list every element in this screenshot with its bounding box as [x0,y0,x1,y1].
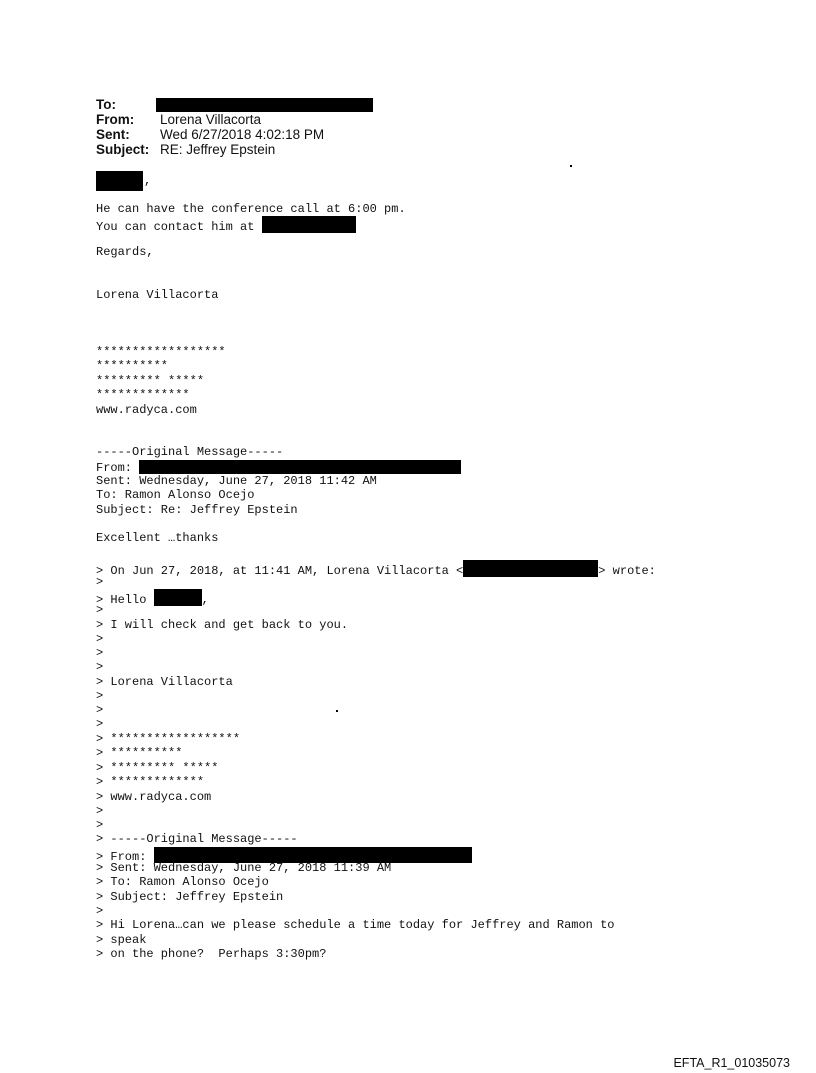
quote-marker: > [96,904,104,918]
quoted-name: > Lorena Villacorta [96,675,233,689]
quoted-on-line: > On Jun 27, 2018, at 11:41 AM, Lorena Villacorta < > wrote: [96,560,656,578]
sent-value: Wed 6/27/2018 4:02:18 PM [160,127,325,142]
sent-label: Sent: [96,127,130,142]
signature-stars-2: ********** [96,359,169,373]
redacted-to-address [156,98,373,112]
quoted-check: > I will check and get back to you. [96,618,349,632]
quoted-subject: > Subject: Jeffrey Epstein [96,890,284,904]
quote-marker: > [96,632,104,646]
redacted-name [154,589,202,606]
original-sent: Sent: Wednesday, June 27, 2018 11:42 AM [96,474,377,488]
original-subject: Subject: Re: Jeffrey Epstein [96,503,298,517]
quote-marker: > [96,703,104,717]
quoted-from: > From: [96,847,472,864]
greeting-comma: , [144,174,152,188]
quoted-stars-4: > ************* [96,775,205,789]
original-message-divider: -----Original Message----- [96,445,284,459]
quote-marker: > [96,804,104,818]
quote-marker: > [96,646,104,660]
quoted-sent: > Sent: Wednesday, June 27, 2018 11:39 AM [96,861,392,875]
quote-marker: > [96,689,104,703]
signature-website: www.radyca.com [96,403,197,417]
quote-marker: > [96,660,104,674]
quoted-hello: > Hello , [96,589,209,607]
quoted-stars-2: > ********** [96,746,183,760]
quoted-request-line-1: > Hi Lorena…can we please schedule a time today for Jeffrey and Ramon to [96,918,615,932]
quoted-website: > www.radyca.com [96,790,212,804]
subject-label: Subject: [96,142,150,157]
stray-mark [570,165,572,167]
quoted-stars-3: > ********* ***** [96,761,219,775]
redacted-from-address [139,460,461,474]
original-to: To: Ramon Alonso Ocejo [96,488,255,502]
signature-name: Lorena Villacorta [96,288,219,302]
quoted-to: > To: Ramon Alonso Ocejo [96,875,269,889]
body-line-2: You can contact him at [96,216,356,234]
redacted-recipient-name [96,171,143,191]
quoted-request-line-2: > speak [96,933,147,947]
quoted-divider: > -----Original Message----- [96,832,298,846]
reply-text: Excellent …thanks [96,531,219,545]
signature-stars-4: ************* [96,388,190,402]
to-label: To: [96,97,116,112]
quote-marker: > [96,603,104,617]
quoted-request-line-3: > on the phone? Perhaps 3:30pm? [96,947,327,961]
stray-mark [336,710,338,712]
quote-marker: > [96,818,104,832]
subject-value: RE: Jeffrey Epstein [160,142,276,157]
quoted-stars-1: > ****************** [96,732,241,746]
quote-marker: > [96,717,104,731]
regards-text: Regards, [96,245,154,259]
original-from: From: [96,460,461,475]
document-id: EFTA_R1_01035073 [673,1056,790,1070]
from-label: From: [96,112,135,127]
redacted-email [463,560,598,577]
signature-stars-1: ****************** [96,345,226,359]
body-line-1: He can have the conference call at 6:00 pm. [96,202,406,216]
from-value: Lorena Villacorta [160,112,262,127]
redacted-contact [262,216,356,233]
quote-marker: > [96,575,104,589]
signature-stars-3: ********* ***** [96,374,205,388]
